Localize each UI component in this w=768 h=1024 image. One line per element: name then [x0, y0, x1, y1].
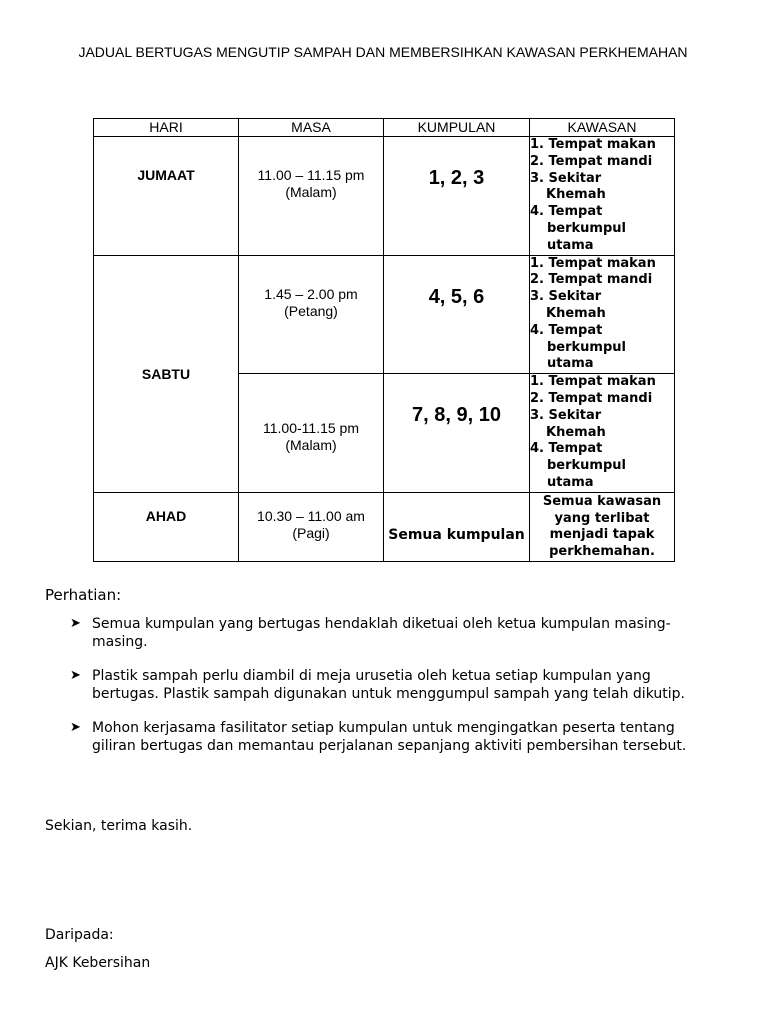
area-item: Khemah	[546, 424, 606, 440]
time-range: 1.45 – 2.00 pm	[264, 285, 358, 302]
arrowhead-bullet-icon: ➤	[70, 616, 81, 631]
list-item	[70, 719, 720, 755]
area-item: Khemah	[546, 187, 606, 203]
area-item: 2. Tempat mandi	[530, 272, 653, 288]
area-item: utama	[547, 356, 594, 372]
list-item	[70, 667, 720, 703]
area-item: 3. Sekitar	[530, 407, 602, 423]
table-row	[94, 492, 675, 561]
area-item: 3. Sekitar	[530, 170, 602, 186]
area-item: berkumpul	[547, 458, 626, 474]
note-text: Plastik sampah perlu diambil di meja urusetia oleh ketua setiap kumpulan yang bertugas. Plastik sampah digunakan untuk menggumpul sampah yang telah dikutip.	[92, 668, 685, 702]
area-item: 2. Tempat mandi	[530, 153, 653, 169]
notes-heading: Perhatian:	[45, 586, 122, 604]
areas-cell	[530, 137, 675, 256]
day-cell: AHAD	[94, 492, 239, 561]
note-text: Semua kumpulan yang bertugas hendaklah diketuai oleh ketua kumpulan masing-masing.	[92, 616, 671, 650]
time-range: 10.30 – 11.00 am	[257, 507, 365, 524]
groups-cell: 4, 5, 6	[384, 255, 530, 374]
groups-cell: Semua kumpulan	[384, 492, 530, 561]
area-item: berkumpul	[547, 339, 626, 355]
table-row	[94, 255, 675, 374]
list-item	[70, 615, 720, 651]
area-item: 1. Tempat makan	[530, 255, 656, 271]
closing-thanks: Sekian, terima kasih.	[45, 818, 193, 834]
area-item: utama	[547, 474, 594, 490]
header-masa: MASA	[239, 119, 384, 137]
area-item: berkumpul	[547, 220, 626, 236]
time-period: (Malam)	[285, 184, 337, 200]
area-item: 1. Tempat makan	[530, 137, 656, 152]
area-item: 4. Tempat	[530, 204, 603, 220]
time-cell	[239, 374, 384, 493]
arrowhead-bullet-icon: ➤	[70, 668, 81, 683]
area-item: 1. Tempat makan	[530, 374, 656, 390]
areas-cell	[530, 255, 675, 374]
area-item: 4. Tempat	[530, 322, 603, 338]
time-cell	[239, 492, 384, 561]
areas-cell	[530, 374, 675, 493]
header-kumpulan: KUMPULAN	[384, 119, 530, 137]
time-range: 11.00-11.15 pm	[263, 420, 359, 437]
from-name: AJK Kebersihan	[45, 955, 151, 971]
area-item: 2. Tempat mandi	[530, 390, 653, 406]
time-cell	[239, 137, 384, 256]
area-item: 4. Tempat	[530, 441, 603, 457]
time-period: (Petang)	[284, 302, 338, 319]
arrowhead-bullet-icon: ➤	[70, 720, 81, 735]
header-kawasan: KAWASAN	[530, 119, 675, 137]
groups-cell: 7, 8, 9, 10	[384, 374, 530, 493]
time-range: 11.00 – 11.15 pm	[257, 167, 365, 183]
area-item: utama	[547, 237, 594, 253]
note-text: Mohon kerjasama fasilitator setiap kumpulan untuk mengingatkan peserta tentang giliran bertugas dan memantau perjalanan sepanjang aktiviti pembersihan tersebut.	[92, 720, 687, 754]
day-cell: JUMAAT	[94, 137, 239, 256]
table-header-row	[94, 119, 675, 137]
day-cell: SABTU	[94, 255, 239, 492]
time-period: (Pagi)	[292, 524, 330, 541]
header-hari: HARI	[94, 119, 239, 137]
document-title: JADUAL BERTUGAS MENGUTIP SAMPAH DAN MEMBERSIHKAN KAWASAN PERKHEMAHAN	[78, 44, 688, 60]
duty-schedule-table	[93, 118, 675, 562]
from-label: Daripada:	[45, 927, 114, 943]
groups-cell: 1, 2, 3	[384, 137, 530, 256]
areas-cell: Semua kawasan yang terlibat menjadi tapak perkhemahan.	[530, 492, 675, 561]
time-period: (Malam)	[285, 437, 337, 454]
time-cell	[239, 255, 384, 374]
area-item: Khemah	[546, 305, 606, 321]
area-item: 3. Sekitar	[530, 289, 602, 305]
table-row	[94, 137, 675, 256]
